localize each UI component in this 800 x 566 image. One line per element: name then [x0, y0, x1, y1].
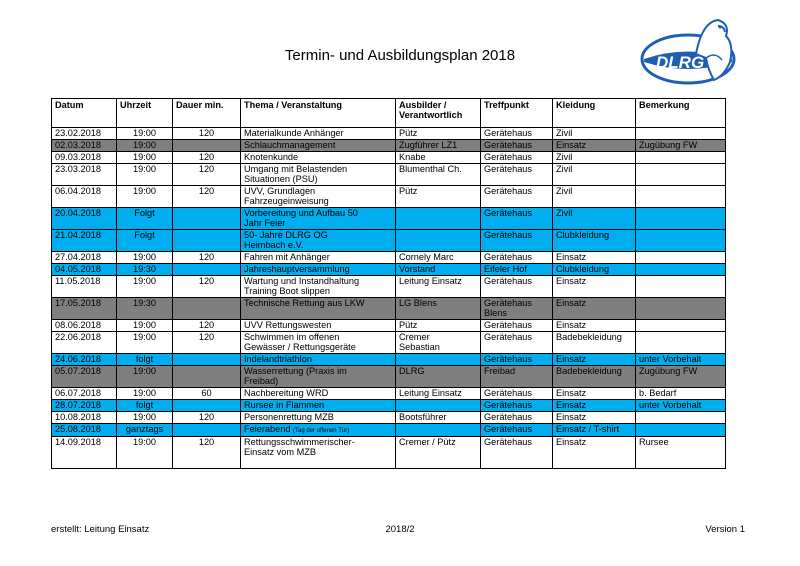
cell-time: 19:30	[117, 298, 173, 320]
cell-time: 19:00	[117, 332, 173, 354]
cell-remark	[636, 298, 726, 320]
cell-date: 08.06.2018	[52, 320, 117, 332]
cell-clothing: Einsatz	[553, 388, 636, 400]
cell-clothing: Zivil	[553, 186, 636, 208]
cell-time: 19:00	[117, 152, 173, 164]
cell-date: 10.08.2018	[52, 412, 117, 424]
cell-meeting-point: Gerätehaus	[481, 152, 553, 164]
cell-trainer: Pütz	[396, 128, 481, 140]
cell-time: 19:30	[117, 264, 173, 276]
cell-trainer	[396, 230, 481, 252]
cell-meeting-point: Gerätehaus	[481, 320, 553, 332]
col-uhrzeit: Uhrzeit	[117, 99, 173, 128]
schedule-table	[51, 98, 726, 469]
cell-date: 05.07.2018	[52, 366, 117, 388]
cell-meeting-point: Gerätehaus	[481, 128, 553, 140]
cell-clothing: Einsatz / T-shirt	[553, 424, 636, 437]
cell-remark	[636, 264, 726, 276]
col-datum: Datum	[52, 99, 117, 128]
table-row	[52, 186, 726, 208]
cell-remark: Zugübung FW	[636, 366, 726, 388]
cell-trainer: Pütz	[396, 186, 481, 208]
cell-clothing: Einsatz	[553, 400, 636, 412]
cell-topic: Fahren mit Anhänger	[241, 252, 396, 264]
cell-meeting-point: Gerätehaus	[481, 164, 553, 186]
cell-trainer: Bootsführer	[396, 412, 481, 424]
cell-topic: Vorbereitung und Aufbau 50 Jahr Feier	[241, 208, 396, 230]
cell-topic: 50- Jahre DLRG OG Heimbach e.V.	[241, 230, 396, 252]
cell-trainer: Vorstand	[396, 264, 481, 276]
cell-duration	[173, 208, 241, 230]
cell-topic: Personenrettung MZB	[241, 412, 396, 424]
cell-topic: Wartung und Instandhaltung Training Boot slippen	[241, 276, 396, 298]
cell-meeting-point: Gerätehaus	[481, 186, 553, 208]
cell-trainer	[396, 424, 481, 437]
cell-duration	[173, 298, 241, 320]
cell-meeting-point: Gerätehaus	[481, 208, 553, 230]
cell-meeting-point: Gerätehaus	[481, 332, 553, 354]
cell-trainer: Leitung Einsatz	[396, 388, 481, 400]
cell-date: 04.05.2018	[52, 264, 117, 276]
cell-remark	[636, 152, 726, 164]
col-bemerkung: Bemerkung	[636, 99, 726, 128]
table-row	[52, 354, 726, 366]
cell-duration	[173, 230, 241, 252]
cell-remark: Rursee	[636, 437, 726, 469]
table-row	[52, 424, 726, 437]
cell-clothing: Einsatz	[553, 298, 636, 320]
topic-note: (Tag der offenen Tür)	[293, 428, 350, 434]
cell-meeting-point: Gerätehaus	[481, 437, 553, 469]
cell-duration: 120	[173, 186, 241, 208]
cell-remark	[636, 230, 726, 252]
cell-trainer: Knabe	[396, 152, 481, 164]
cell-duration	[173, 366, 241, 388]
cell-trainer: Cremer / Pütz	[396, 437, 481, 469]
cell-topic: Jahreshauptversammlung	[241, 264, 396, 276]
cell-duration	[173, 354, 241, 366]
cell-date: 09.03.2018	[52, 152, 117, 164]
cell-date: 23.03.2018	[52, 164, 117, 186]
cell-duration: 120	[173, 412, 241, 424]
table-row	[52, 230, 726, 252]
cell-time: 19:00	[117, 164, 173, 186]
cell-trainer: Zugführer LZ1	[396, 140, 481, 152]
cell-date: 21.04.2018	[52, 230, 117, 252]
cell-meeting-point: Gerätehaus	[481, 412, 553, 424]
cell-topic: Nachbereitung WRD	[241, 388, 396, 400]
cell-date: 02.03.2018	[52, 140, 117, 152]
cell-time: folgt	[117, 400, 173, 412]
col-ausbilder: Ausbilder / Verantwortlich	[396, 99, 481, 128]
table-row	[52, 252, 726, 264]
table-row	[52, 298, 726, 320]
cell-time: ganztags	[117, 424, 173, 437]
cell-meeting-point: Gerätehaus	[481, 140, 553, 152]
cell-clothing: Einsatz	[553, 140, 636, 152]
cell-remark	[636, 252, 726, 264]
cell-topic: Technische Rettung aus LKW	[241, 298, 396, 320]
cell-duration: 120	[173, 128, 241, 140]
cell-remark	[636, 332, 726, 354]
table-row	[52, 400, 726, 412]
cell-clothing: Clubkleidung	[553, 230, 636, 252]
cell-time: 19:00	[117, 128, 173, 140]
cell-meeting-point: Freibad	[481, 366, 553, 388]
footer-version: Version 1	[705, 524, 745, 535]
cell-trainer: DLRG	[396, 366, 481, 388]
logo-text: DLRG	[656, 53, 705, 72]
cell-date: 20.04.2018	[52, 208, 117, 230]
col-dauer: Dauer min.	[173, 99, 241, 128]
cell-date: 06.04.2018	[52, 186, 117, 208]
cell-date: 23.02.2018	[52, 128, 117, 140]
cell-meeting-point: Gerätehaus	[481, 230, 553, 252]
cell-topic: UVV, Grundlagen Fahrzeugeinweisung	[241, 186, 396, 208]
table-row	[52, 388, 726, 400]
table-row	[52, 412, 726, 424]
cell-remark: b. Bedarf	[636, 388, 726, 400]
cell-topic: Rettungsschwimmerischer- Einsatz vom MZB	[241, 437, 396, 469]
cell-topic: Umgang mit Belastenden Situationen (PSU)	[241, 164, 396, 186]
cell-duration	[173, 140, 241, 152]
cell-clothing: Einsatz	[553, 412, 636, 424]
cell-time: Folgt	[117, 208, 173, 230]
cell-date: 11.05.2018	[52, 276, 117, 298]
cell-time: 19:00	[117, 320, 173, 332]
table-row	[52, 208, 726, 230]
col-kleidung: Kleidung	[553, 99, 636, 128]
cell-date: 28.07.2018	[52, 400, 117, 412]
cell-clothing: Zivil	[553, 128, 636, 140]
cell-trainer: Cremer Sebastian	[396, 332, 481, 354]
cell-time: 19:00	[117, 388, 173, 400]
cell-duration	[173, 424, 241, 437]
cell-time: 19:00	[117, 252, 173, 264]
cell-meeting-point: Gerätehaus	[481, 276, 553, 298]
cell-topic: Schwimmen im offenen Gewässer / Rettungsgeräte	[241, 332, 396, 354]
cell-duration	[173, 264, 241, 276]
table-row	[52, 152, 726, 164]
cell-time: folgt	[117, 354, 173, 366]
table-header-row	[52, 99, 726, 128]
cell-meeting-point: Gerätehaus	[481, 354, 553, 366]
cell-trainer: LG Blens	[396, 298, 481, 320]
cell-meeting-point: Eifeler Hof	[481, 264, 553, 276]
cell-remark: unter Vorbehalt	[636, 400, 726, 412]
cell-date: 24.06.2018	[52, 354, 117, 366]
cell-date: 14.09.2018	[52, 437, 117, 469]
cell-remark: Zugübung FW	[636, 140, 726, 152]
table-row	[52, 320, 726, 332]
cell-duration: 120	[173, 164, 241, 186]
table-row	[52, 276, 726, 298]
cell-clothing: Einsatz	[553, 354, 636, 366]
cell-remark	[636, 412, 726, 424]
cell-time: 19:00	[117, 412, 173, 424]
cell-time: 19:00	[117, 186, 173, 208]
cell-meeting-point: Gerätehaus	[481, 388, 553, 400]
cell-topic: Materialkunde Anhänger	[241, 128, 396, 140]
cell-clothing: Einsatz	[553, 437, 636, 469]
cell-trainer: Blumenthal Ch.	[396, 164, 481, 186]
cell-duration: 120	[173, 332, 241, 354]
cell-clothing: Einsatz	[553, 252, 636, 264]
cell-topic: Knotenkunde	[241, 152, 396, 164]
cell-clothing: Einsatz	[553, 276, 636, 298]
cell-duration: 120	[173, 152, 241, 164]
cell-clothing: Badebekleidung	[553, 332, 636, 354]
cell-remark	[636, 320, 726, 332]
table-row	[52, 128, 726, 140]
cell-duration: 120	[173, 276, 241, 298]
cell-trainer: Pütz	[396, 320, 481, 332]
cell-meeting-point: Gerätehaus	[481, 252, 553, 264]
table-row	[52, 366, 726, 388]
table-row	[52, 264, 726, 276]
cell-date: 27.04.2018	[52, 252, 117, 264]
cell-remark	[636, 128, 726, 140]
cell-remark	[636, 208, 726, 230]
table-row	[52, 140, 726, 152]
cell-duration: 120	[173, 437, 241, 469]
cell-meeting-point: Gerätehaus	[481, 424, 553, 437]
cell-topic: Rursee in Flammen	[241, 400, 396, 412]
cell-meeting-point: Gerätehaus	[481, 400, 553, 412]
cell-time: 19:00	[117, 437, 173, 469]
table-row	[52, 437, 726, 469]
cell-topic: Feierabend (Tag der offenen Tür)	[241, 424, 396, 437]
cell-duration: 60	[173, 388, 241, 400]
cell-trainer	[396, 208, 481, 230]
dlrg-logo	[634, 14, 746, 92]
cell-remark: unter Vorbehalt	[636, 354, 726, 366]
cell-clothing: Clubkleidung	[553, 264, 636, 276]
cell-remark	[636, 424, 726, 437]
cell-date: 06.07.2018	[52, 388, 117, 400]
cell-duration	[173, 400, 241, 412]
page-title: Termin- und Ausbildungsplan 2018	[284, 47, 516, 64]
cell-time: Folgt	[117, 230, 173, 252]
table-row	[52, 332, 726, 354]
cell-time: 19:00	[117, 276, 173, 298]
cell-date: 22.06.2018	[52, 332, 117, 354]
cell-clothing: Zivil	[553, 152, 636, 164]
cell-topic: Indelandtriathlon	[241, 354, 396, 366]
cell-remark	[636, 276, 726, 298]
cell-remark	[636, 186, 726, 208]
cell-topic: Schlauchmanagement	[241, 140, 396, 152]
cell-trainer	[396, 400, 481, 412]
cell-duration: 120	[173, 320, 241, 332]
cell-trainer	[396, 354, 481, 366]
cell-time: 19:00	[117, 140, 173, 152]
cell-topic: Wasserrettung (Praxis im Freibad)	[241, 366, 396, 388]
cell-date: 25.08.2018	[52, 424, 117, 437]
cell-clothing: Zivil	[553, 208, 636, 230]
cell-remark	[636, 164, 726, 186]
col-treffpunkt: Treffpunkt	[481, 99, 553, 128]
cell-time: 19:00	[117, 366, 173, 388]
cell-clothing: Zivil	[553, 164, 636, 186]
table-row	[52, 164, 726, 186]
footer-edition: 2018/2	[385, 524, 415, 535]
cell-trainer: Cornely Marc	[396, 252, 481, 264]
cell-topic: UVV Rettungswesten	[241, 320, 396, 332]
footer-created-by: erstellt: Leitung Einsatz	[51, 524, 150, 535]
cell-clothing: Badebekleidung	[553, 366, 636, 388]
cell-date: 17.05.2018	[52, 298, 117, 320]
col-thema: Thema / Veranstaltung	[241, 99, 396, 128]
cell-trainer: Leitung Einsatz	[396, 276, 481, 298]
cell-clothing: Einsatz	[553, 320, 636, 332]
cell-meeting-point: Gerätehaus Blens	[481, 298, 553, 320]
cell-duration: 120	[173, 252, 241, 264]
